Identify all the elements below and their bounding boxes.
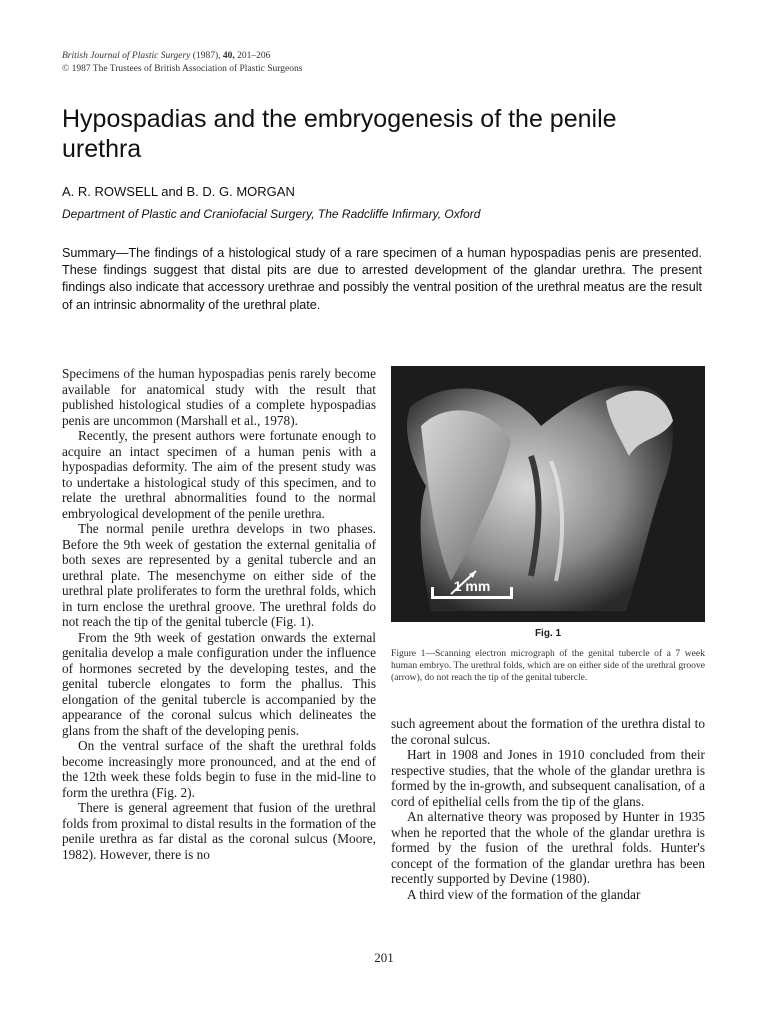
page-number: 201 [374, 950, 394, 965]
body-paragraph: The normal penile urethra develops in two phases. Before the 9th week of gestation the external genitalia of both sexes are represented by a genital tubercle and an urethral plate. The mesenchyme on either side of the urethral plate proliferates to form the urethral folds, which in turn enclose the urethral groove. The urethral folds do not reach the tip of the genital tubercle (Fig. 1). [62, 521, 376, 629]
article-authors: A. R. ROWSELL and B. D. G. MORGAN [62, 184, 295, 199]
left-column [62, 366, 376, 862]
journal-year: (1987), [192, 51, 221, 61]
journal-name: British Journal of Plastic Surgery [62, 51, 191, 61]
article-affiliation: Department of Plastic and Craniofacial Surgery, The Radcliffe Infirmary, Oxford [62, 207, 481, 221]
body-paragraph: On the ventral surface of the shaft the urethral folds become increasingly more pronounced, and at the end of the 12th week these folds begin to fuse in the mid-line to form the urethra (Fig. 2). [62, 738, 376, 800]
article-summary: Summary—The findings of a histological study of a rare specimen of a human hypospadias penis are presented. These findings suggest that distal pits are due to arrested development of the glandar urethra. The present findings also indicate that accessory urethrae and possibly the ventral position of the urethral meatus are the result of an intrinsic abnormality of the urethral plate. [62, 246, 702, 312]
journal-citation [62, 50, 382, 63]
figure-label: Fig. 1 [534, 628, 562, 639]
body-paragraph: Hart in 1908 and Jones in 1910 concluded from their respective studies, that the whole of the glandar urethra is formed by the in-growth, and subsequent canalisation, of a cord of epithelial cells from the tip of the glans. [391, 747, 705, 809]
body-paragraph: A third view of the formation of the glandar [407, 886, 641, 902]
micrograph-image [391, 366, 705, 622]
journal-volume: 40, [222, 51, 235, 61]
right-column [391, 716, 705, 902]
body-paragraph: Specimens of the human hypospadias penis rarely become available for anatomical study with the result that published histological studies of a complete hypospadias penis are uncommon (Marshall et al., 1978). [62, 366, 376, 428]
body-paragraph: From the 9th week of gestation onwards the external genitalia develop a male configuration under the influence of hormones secreted by the developing testes, and the genital tubercle elongates to form the phallus. This elongation of the genital tubercle is accompanied by the appearance of the coronal sulcus which delineates the glans from the shaft of the developing penis. [62, 629, 376, 738]
article-title: Hypospadias and the embryogenesis of the penile urethra [62, 105, 617, 163]
body-paragraph: There is general agreement that fusion of the urethral folds from proximal to distal results in the formation of the penile urethra as far distal as the coronal sulcus (Moore, 1982). However, there is no [62, 800, 376, 862]
journal-pages: 201–206 [237, 51, 271, 61]
body-paragraph: An alternative theory was proposed by Hunter in 1935 when he reported that the whole of the glandar urethra is formed by the fusion of the urethral folds. Hunter's concept of the formation of the glandar urethra has been recently supported by Devine (1980). [391, 809, 705, 886]
body-paragraph: such agreement about the formation of the urethra distal to the coronal sulcus. [391, 716, 705, 747]
journal-header [62, 50, 382, 76]
journal-copyright: © 1987 The Trustees of British Association of Plastic Surgeons [62, 64, 303, 74]
figure-caption: Figure 1—Scanning electron micrograph of the genital tubercle of a 7 week human embryo. The urethral folds, which are on either side of the urethral groove (arrow), do not reach the tip of the genital tubercle. [391, 648, 705, 683]
scale-bar-label: 1 mm [453, 578, 491, 594]
figure-micrograph [391, 366, 705, 622]
body-paragraph: Recently, the present authors were fortunate enough to acquire an intact specimen of a human penis with a hypospadias deformity. The aim of the present study was to undertake a histological study of this specimen, and to relate the urethral abnormalities found to the normal embryological development of the penile urethra. [62, 428, 376, 521]
